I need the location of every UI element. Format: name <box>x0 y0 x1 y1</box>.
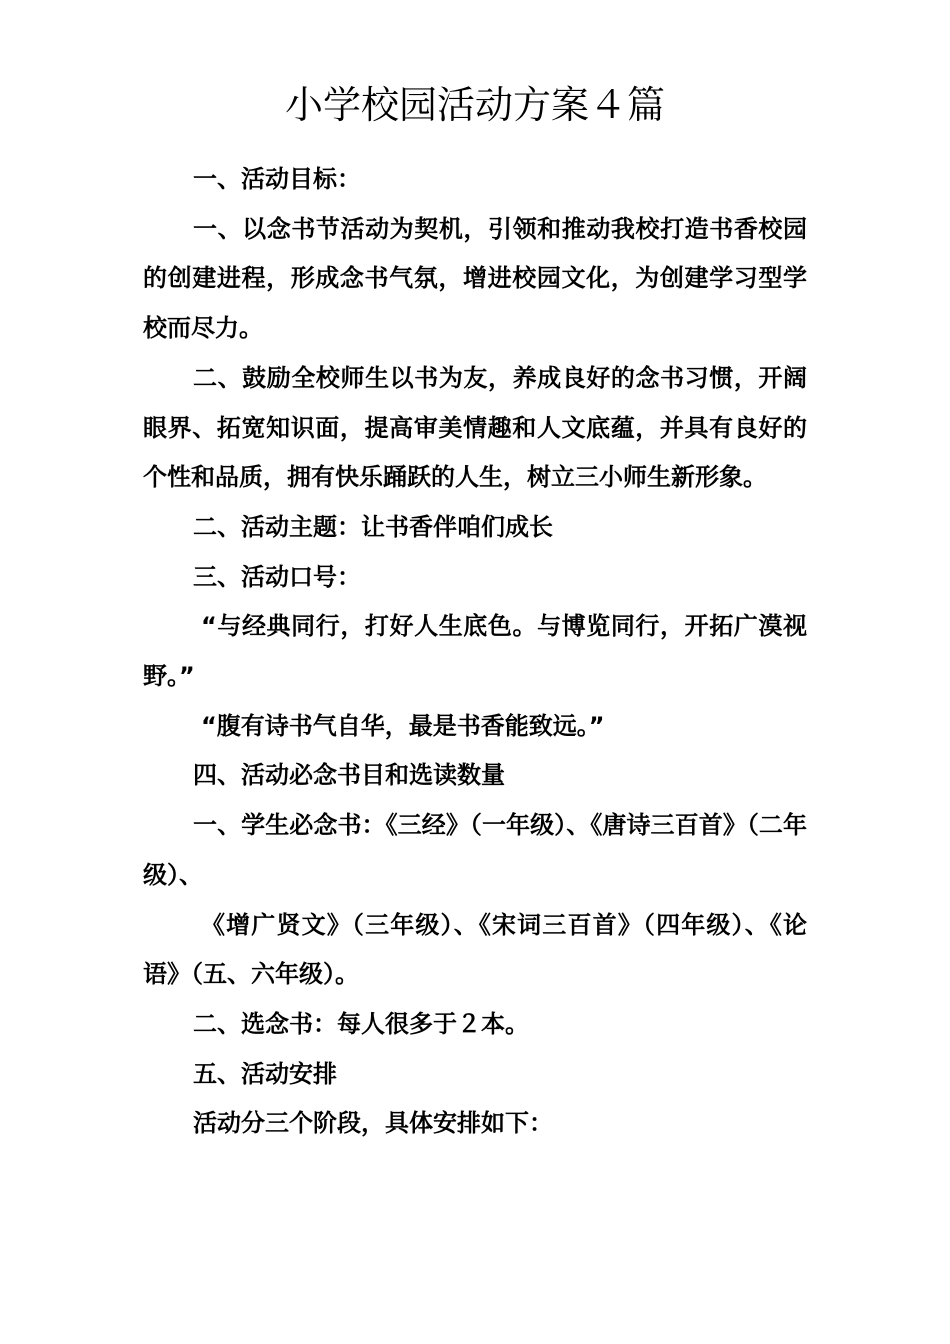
section-heading-slogan: 三、活动口号： <box>193 562 361 591</box>
document-title: 小学校园活动方案４篇 <box>284 83 665 127</box>
schedule-intro: 活动分三个阶段，具体安排如下： <box>193 1109 553 1138</box>
slogan-1: “与经典同行，打好人生底色。与博览同行，开拓广漠视野。” <box>143 612 807 691</box>
goal-paragraph-2: 二、鼓励全校师生以书为友，养成良好的念书习惯，开阔眼界、拓宽知识面，提高审美情趣和人文底蕴，并具有良好的个性和品质，拥有快乐踊跃的人生，树立三小师生新形象。 <box>143 363 807 492</box>
section-heading-schedule: 五、活动安排 <box>193 1059 337 1088</box>
section-heading-goals: 一、活动目标： <box>193 165 361 193</box>
slogan-2: “腹有诗书气自华，最是书香能致远。” <box>201 711 605 740</box>
required-books-paragraph: 一、学生必念书：《三经》（一年级）、《唐诗三百首》（二年级）、 <box>143 811 807 889</box>
required-books-continued: 《增广贤文》（三年级）、《宋词三百首》（四年级）、《论语》（五、六年级）。 <box>143 910 807 989</box>
section-heading-theme: 二、活动主题：让书香伴咱们成长 <box>193 512 553 541</box>
optional-books-paragraph: 二、选念书：每人很多于２本。 <box>193 1009 529 1038</box>
section-heading-books: 四、活动必念书目和选读数量 <box>193 761 505 790</box>
document-body <box>143 155 807 1149</box>
goal-paragraph-1: 一、以念书节活动为契机，引领和推动我校打造书香校园的创建进程，形成念书气氛，增进校园文化，为创建学习型学校而尽力。 <box>143 214 807 343</box>
